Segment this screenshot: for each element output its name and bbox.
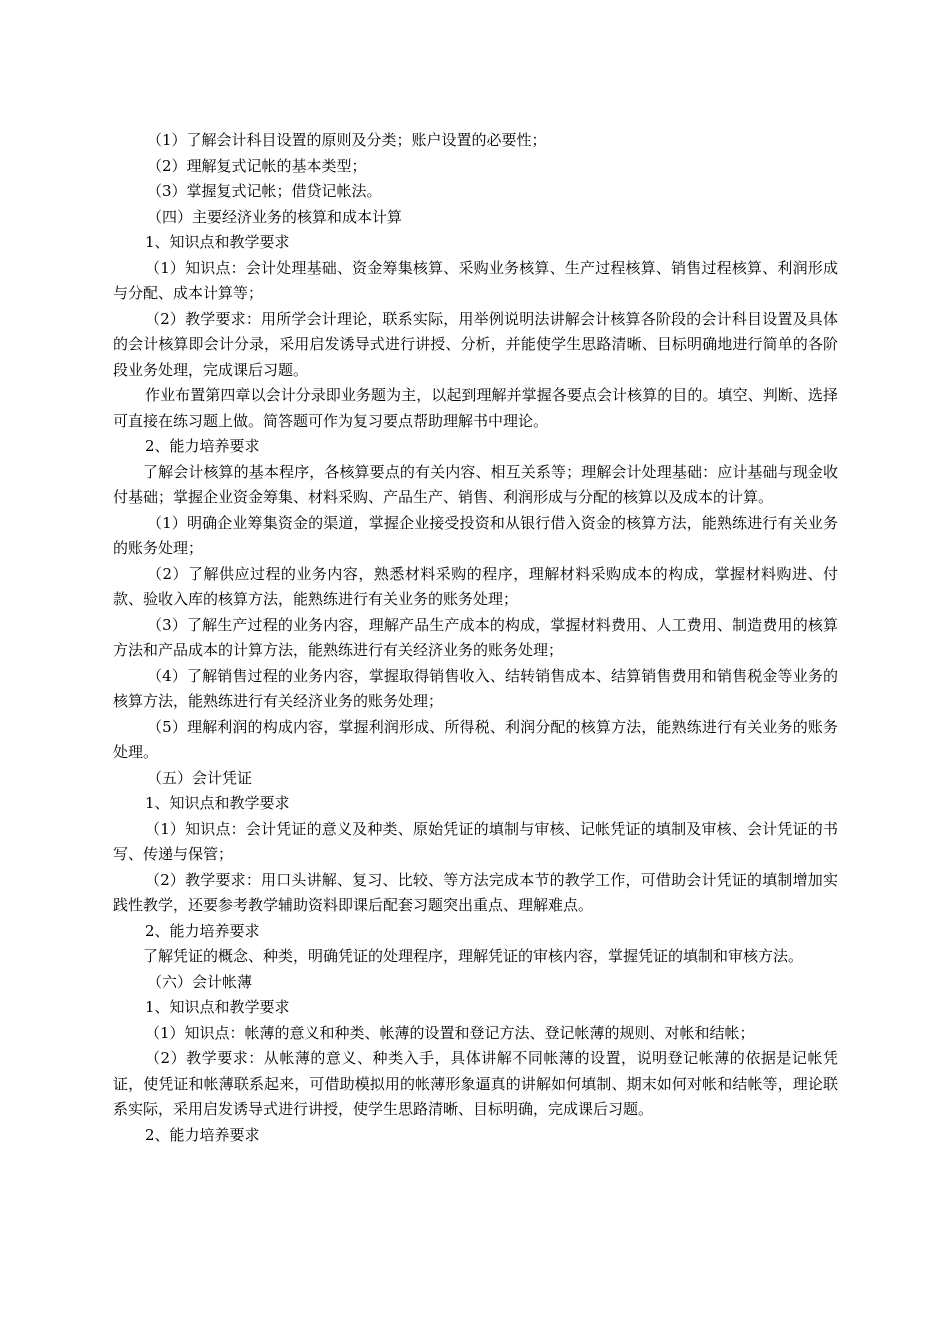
paragraph: 了解会计核算的基本程序，各核算要点的有关内容、相互关系等；理解会计处理基础：应计基础与现金收付基础；掌握企业资金筹集、材料采购、产品生产、销售、利润形成与分配的核算以及成本的计算。 <box>113 462 838 506</box>
document-body <box>113 128 838 1148</box>
paragraph: （1）知识点：会计处理基础、资金筹集核算、采购业务核算、生产过程核算、销售过程核算、利润形成与分配、成本计算等； <box>113 258 838 302</box>
section-heading: （四）主要经济业务的核算和成本计算 <box>147 207 403 226</box>
paragraph: （2）了解供应过程的业务内容，熟悉材料采购的程序，理解材料采购成本的构成，掌握材料购进、付款、验收入库的核算方法，能熟练进行有关业务的账务处理； <box>113 564 838 608</box>
paragraph: （4）了解销售过程的业务内容，掌握取得销售收入、结转销售成本、结算销售费用和销售税金等业务的核算方法，能熟练进行有关经济业务的账务处理； <box>113 666 838 710</box>
paragraph: （1）知识点：帐薄的意义和种类、帐薄的设置和登记方法、登记帐薄的规则、对帐和结帐； <box>145 1023 755 1042</box>
subsection-heading: 1、知识点和教学要求 <box>145 233 290 251</box>
paragraph: 了解凭证的概念、种类，明确凭证的处理程序，理解凭证的审核内容，掌握凭证的填制和审核方法。 <box>143 947 804 965</box>
paragraph: （1）了解会计科目设置的原则及分类；账户设置的必要性； <box>147 131 547 149</box>
subsection-heading: 2、能力培养要求 <box>145 921 260 940</box>
paragraph: （5）理解利润的构成内容，掌握利润形成、所得税、利润分配的核算方法，能熟练进行有关业务的账务处理。 <box>113 717 838 761</box>
subsection-heading: 2、能力培养要求 <box>145 1125 260 1144</box>
subsection-heading: 1、知识点和教学要求 <box>145 998 290 1016</box>
paragraph: （2）教学要求：从帐薄的意义、种类入手，具体讲解不同帐薄的设置，说明登记帐薄的依据是记帐凭证，使凭证和帐薄联系起来，可借助模拟用的帐薄形象逼真的讲解如何填制、期末如何对帐和结帐等，理论联系实际，采用启发诱导式进行讲授，使学生思路清晰、目标明确，完成课后习题。 <box>113 1049 838 1118</box>
section-heading: （五）会计凭证 <box>147 768 253 787</box>
paragraph: （2）教学要求：用所学会计理论，联系实际，用举例说明法讲解会计核算各阶段的会计科目设置及具体的会计核算即会计分录，采用启发诱导式进行讲授、分析，并能使学生思路清晰、目标明确地进行简单的各阶段业务处理，完成课后习题。 <box>113 309 838 379</box>
section-heading: （六）会计帐薄 <box>147 972 253 991</box>
subsection-heading: 1、知识点和教学要求 <box>145 794 290 812</box>
paragraph: （3）掌握复式记帐；借贷记帐法。 <box>147 182 382 200</box>
paragraph: （1）明确企业筹集资金的渠道，掌握企业接受投资和从银行借入资金的核算方法，能熟练进行有关业务的账务处理； <box>113 513 838 557</box>
paragraph: （2）理解复式记帐的基本类型； <box>147 156 367 175</box>
subsection-heading: 2、能力培养要求 <box>145 437 260 455</box>
paragraph: 作业布置第四章以会计分录即业务题为主，以起到理解并掌握各要点会计核算的目的。填空、判断、选择可直接在练习题上做。简答题可作为复习要点帮助理解书中理论。 <box>113 386 838 430</box>
paragraph: （3）了解生产过程的业务内容，理解产品生产成本的构成，掌握材料费用、人工费用、制造费用的核算方法和产品成本的计算方法，能熟练进行有关经济业务的账务处理； <box>113 615 838 659</box>
paragraph: （2）教学要求：用口头讲解、复习、比较、等方法完成本节的教学工作，可借助会计凭证的填制增加实践性教学，还要参考教学辅助资料即课后配套习题突出重点、理解难点。 <box>113 870 838 914</box>
paragraph: （1）知识点：会计凭证的意义及种类、原始凭证的填制与审核、记帐凭证的填制及审核、会计凭证的书写、传递与保管； <box>113 819 838 863</box>
